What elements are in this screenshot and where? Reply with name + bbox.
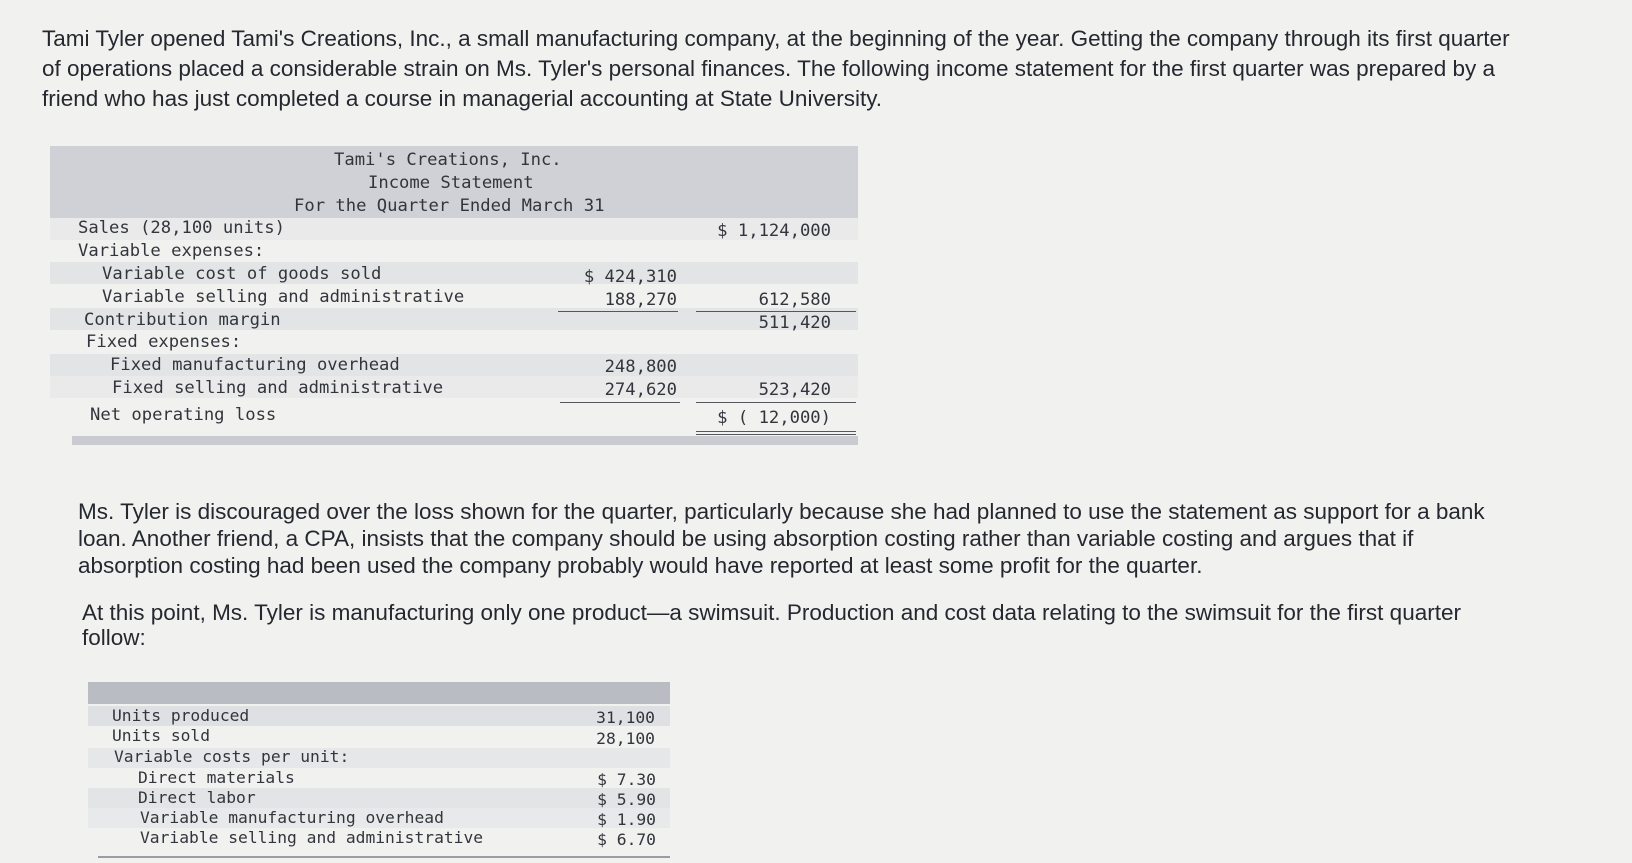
net-operating-loss-value: $ ( 12,000) <box>717 408 831 428</box>
units-produced-value: 31,100 <box>596 708 655 727</box>
statement-title: Income Statement <box>368 173 534 193</box>
fixed-moh-value: 248,800 <box>604 357 677 377</box>
contribution-margin-value: 511,420 <box>758 313 831 333</box>
income-statement-table <box>50 146 858 464</box>
variable-sga-value: 188,270 <box>604 290 677 310</box>
sales-label: Sales (28,100 units) <box>78 218 285 238</box>
statement-period: For the Quarter Ended March 31 <box>294 196 605 216</box>
intro-paragraph: Tami Tyler opened Tami's Creations, Inc., a small manufacturing company, at the beginning of the year. Getting the company through its first quarter of operations placed a considerable strain on Ms. Tyler's personal finances. The following income statement for the first quarter was prepared by a friend who has just completed a course in managerial accounting at State University. <box>42 26 1510 111</box>
units-sold-value: 28,100 <box>596 729 655 748</box>
fixed-moh-label: Fixed manufacturing overhead <box>110 355 400 375</box>
variable-sga-per-unit-label: Variable selling and administrative <box>140 828 484 847</box>
sales-value: $ 1,124,000 <box>717 221 831 241</box>
units-produced-label: Units produced <box>112 706 250 725</box>
discussion-paragraph: Ms. Tyler is discouraged over the loss shown for the quarter, particularly because she had planned to use the statement as support for a bank loan. Another friend, a CPA, insists that the company should be using absorption costing rather than variable costing and argues that if absorption costing had been used the company probably would have reported at least some profit for the quarter. <box>78 499 1485 578</box>
production-intro-paragraph: At this point, Ms. Tyler is manufacturing only one product—a swimsuit. Production and cost data relating to the swimsuit for the first quarter follow: <box>82 600 1461 650</box>
variable-moh-value: $ 1.90 <box>597 810 656 829</box>
direct-materials-value: $ 7.30 <box>597 770 656 789</box>
variable-moh-label: Variable manufacturing overhead <box>140 808 444 827</box>
fixed-total-value: 523,420 <box>758 380 831 400</box>
net-operating-loss-label: Net operating loss <box>90 405 277 425</box>
production-table-header <box>88 682 670 704</box>
fixed-expenses-label: Fixed expenses: <box>86 332 242 352</box>
production-cost-table <box>88 682 670 863</box>
company-name: Tami's Creations, Inc. <box>334 150 562 170</box>
direct-labor-label: Direct labor <box>138 788 256 807</box>
contribution-margin-label: Contribution margin <box>84 310 281 330</box>
variable-cogs-label: Variable cost of goods sold <box>102 264 382 284</box>
direct-labor-value: $ 5.90 <box>597 790 656 809</box>
fixed-sga-label: Fixed selling and administrative <box>112 378 444 398</box>
variable-sga-per-unit-value: $ 6.70 <box>597 830 656 849</box>
table-footer-bar <box>72 436 858 445</box>
variable-total-value: 612,580 <box>758 290 831 310</box>
variable-sga-label: Variable selling and administrative <box>102 287 465 307</box>
variable-expenses-label: Variable expenses: <box>78 241 265 261</box>
units-sold-label: Units sold <box>112 726 211 745</box>
variable-cogs-value: $ 424,310 <box>583 267 677 287</box>
fixed-sga-value: 274,620 <box>604 380 677 400</box>
direct-materials-label: Direct materials <box>138 768 295 787</box>
variable-costs-per-unit-label: Variable costs per unit: <box>114 747 350 766</box>
